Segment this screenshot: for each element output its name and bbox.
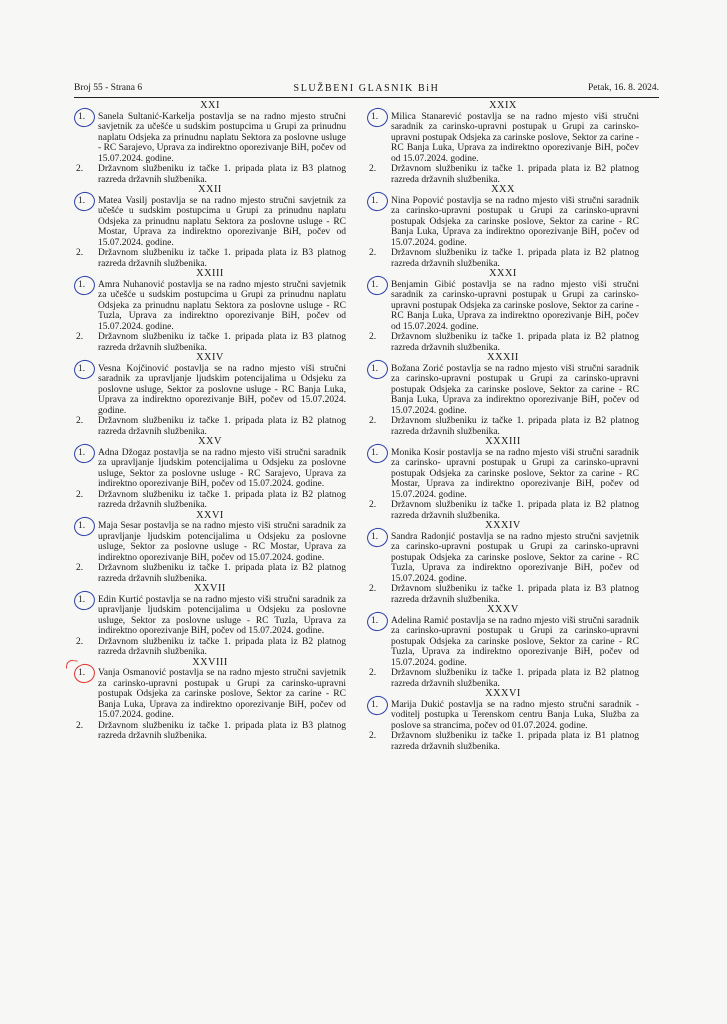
salary-paragraph (367, 500, 639, 521)
appointment-text: Matea Vasilj postavlja se na radno mjesto stručni savjetnik za učešće u sudskim postupcima u Grupi za prinudnu naplatu Odsjeka za prinudnu naplatu Sektora za poslovne usluge - RC Mostar, Uprava za indirektno oporezivanje BiH, počev od 15.07.2024. godine. (98, 195, 346, 248)
salary-paragraph (367, 332, 639, 353)
section-number: XXV (198, 436, 222, 447)
section-number: XXIV (196, 352, 224, 363)
section-number: XXVIII (192, 656, 228, 668)
appointment-text: Milica Stanarević postavlja se na radno mjesto viši stručni saradnik za carinsko-upravni postupak u Grupi za carinsko-upravni postupak Odsjeka za carinske poslove, Sektor za carine - RC Banja Luka, Uprava za indirektno oporezivanje BiH, počev od 15.07.2024. godine. (391, 111, 639, 164)
appointment-text: Nina Popović postavlja se na radno mjesto viši stručni saradnik za carinsko-upravni postupak u Grupi za carinsko-upravni postupak Odsjeka za carinske poslove, Sektor za carine - RC Banja Luka, Uprava za indirektno oporezivanje BiH, počev od 15.07.2024. godine. (391, 195, 639, 248)
paragraph-number (78, 668, 94, 679)
paragraph-number: 2. (76, 489, 84, 500)
paragraph-number: 2. (369, 500, 377, 510)
paragraph-number-text: 1. (371, 363, 379, 374)
appointment-paragraph (74, 448, 346, 490)
paragraph-number-text: 1. (371, 615, 379, 626)
decision-section (367, 689, 639, 752)
section-number: XXXVI (485, 688, 521, 699)
appointment-paragraph (74, 668, 346, 721)
appointment-text: Monika Kosir postavlja se na radno mjesto viši stručni saradnik za carinsko- upravni postupak u Grupi za carinsko-upravni postupak Odsjeka za carinske poslove, Sektor za carine - RC Mostar, Uprava za indirektno oporezivanje BiH, počev od 15.07.2024. godine. (391, 447, 639, 500)
left-column (74, 101, 346, 742)
paragraph-number-text: 1. (78, 521, 86, 531)
paragraph-number-text: 1. (78, 279, 86, 290)
paragraph-number-text: 1. (78, 195, 86, 206)
decision-section (74, 101, 346, 185)
appointment-paragraph (367, 616, 639, 669)
paragraph-number (78, 112, 94, 123)
appointment-paragraph (74, 364, 346, 417)
paragraph-number-text: 1. (78, 594, 86, 605)
appointment-paragraph (367, 280, 639, 333)
appointment-paragraph (74, 280, 346, 333)
paragraph-number: 2. (76, 332, 84, 342)
appointment-text: Sanela Sultanić-Karkelja postavlja se na radno mjesto stručni savjetnik za učešće u sudskim postupcima u Grupi za prinudnu naplatu Odsjeka za prinudnu naplatu Sektora za poslovne usluge - RC Sarajevo, Uprava za indirektno oporezivanje BiH, počev od 15.07.2024. godine. (98, 111, 346, 164)
appointment-text: Adna Džogaz postavlja se na radno mjesto viši stručni saradnik za upravljanje ljudskim potencijalima u Odsjeku za poslovne usluge, Sektor za poslovne usluge - RC Sarajevo, Uprava za indirektno oporezivanje BiH, počev od 15.07.2024. godine. (98, 447, 346, 489)
paragraph-number (78, 364, 94, 375)
appointment-text: Maja Sesar postavlja se na radno mjesto viši stručni saradnik za upravljanje ljudskim potencijalima u Odsjeku za poslovne usluge, Sektor za poslovne usluge - RC Mostar, Uprava za indirektno oporezivanje BiH, počev od 15.07.2024. godine. (98, 521, 346, 563)
salary-text: Državnom službeniku iz tačke 1. pripada plata iz B3 platnog razreda državnih službenika. (391, 584, 639, 605)
salary-text: Državnom službeniku iz tačke 1. pripada plata iz B2 platnog razreda državnih službenika. (391, 668, 639, 689)
salary-paragraph (367, 584, 639, 605)
paragraph-number (371, 112, 387, 123)
paragraph-number: 2. (369, 731, 377, 741)
section-number: XXVII (194, 583, 226, 594)
appointment-text: Adelina Ramić postavlja se na radno mjesto viši stručni saradnik za carinsko-upravni postupak u Grupi za carinsko-upravni postupak Odsjeka za carinske poslove, Sektor za carine - RC Tuzla, Uprava za indirektno oporezivanje BiH, počev od 15.07.2024. godine. (391, 615, 639, 668)
paragraph-number (371, 700, 387, 711)
decision-section (74, 658, 346, 742)
appointment-paragraph (367, 448, 639, 501)
appointment-text: Sandra Radonjić postavlja se na radno mjesto stručni savjetnik za carinsko-upravni postupak u Grupi za carinsko-upravni postupak Odsjeka za carinske poslove, Sektor za carine - RC Tuzla, Uprava za indirektno oporezivanje BiH, počev od 15.07.2024. godine. (391, 531, 639, 584)
paragraph-number: 2. (76, 248, 84, 258)
appointment-paragraph (367, 700, 639, 732)
salary-paragraph (367, 248, 639, 269)
paragraph-number: 2. (76, 416, 84, 426)
salary-paragraph (367, 416, 639, 437)
publication-title: SLUŽBENI GLASNIK BiH (293, 83, 440, 94)
salary-text: Državnom službeniku iz tačke 1. pripada plata iz B2 platnog razreda državnih službenika. (391, 416, 639, 437)
paragraph-number (78, 595, 94, 606)
section-number: XXIII (196, 268, 224, 279)
paragraph-number (78, 521, 94, 532)
salary-paragraph (74, 490, 346, 511)
salary-paragraph (74, 248, 346, 269)
decision-section (74, 511, 346, 585)
paragraph-number (371, 616, 387, 627)
salary-paragraph (74, 637, 346, 658)
section-number: XXXII (487, 352, 519, 363)
paragraph-number: 2. (76, 720, 84, 731)
appointment-text: Božana Zorić postavlja se na radno mjesto viši stručni saradnik za carinsko-upravni postupak u Grupi za carinsko-upravni postupak Odsjeka za carinske poslove, Sektor za carine - RC Banja Luka, Uprava za indirektno oporezivanje BiH, počev od 15.07.2024. godine. (391, 363, 639, 416)
appointment-paragraph (74, 112, 346, 165)
page-header (74, 83, 659, 97)
paragraph-number: 2. (369, 416, 377, 426)
paragraph-number: 2. (369, 668, 377, 678)
salary-text: Državnom službeniku iz tačke 1. pripada plata iz B2 platnog razreda državnih službenika. (98, 416, 346, 437)
decision-section (367, 437, 639, 521)
salary-paragraph (74, 416, 346, 437)
salary-text: Državnom službeniku iz tačke 1. pripada plata iz B2 platnog razreda državnih službenika. (391, 164, 639, 185)
decision-section (367, 269, 639, 353)
salary-text: Državnom službeniku iz tačke 1. pripada plata iz B2 platnog razreda državnih službenika. (391, 248, 639, 269)
salary-text: Državnom službeniku iz tačke 1. pripada plata iz B2 platnog razreda državnih službenika. (391, 500, 639, 521)
publication-date: Petak, 16. 8. 2024. (588, 83, 659, 93)
section-number: XXII (198, 184, 222, 195)
salary-text: Državnom službeniku iz tačke 1. pripada plata iz B2 platnog razreda državnih službenika. (391, 332, 639, 353)
section-number: XXI (200, 100, 220, 111)
paragraph-number-text: 1. (78, 111, 86, 122)
section-number: XXX (491, 184, 515, 195)
decision-section (74, 185, 346, 269)
appointment-text: Marija Dukić postavlja se na radno mjesto stručni saradnik - voditelj postupka u Terenskom centru Banja Luka, Služba za poslove sa strancima, počev od 01.07.2024. godine. (391, 699, 639, 731)
appointment-paragraph (367, 112, 639, 165)
salary-text: Državnom službeniku iz tačke 1. pripada plata iz B2 platnog razreda državnih službenika. (98, 563, 346, 584)
decision-section (367, 521, 639, 605)
appointment-paragraph (367, 364, 639, 417)
salary-paragraph (367, 668, 639, 689)
section-number: XXXIV (485, 520, 521, 531)
paragraph-number: 2. (369, 332, 377, 342)
appointment-text: Edin Kurtić postavlja se na radno mjesto viši stručni saradnik za upravljanje ljudskim potencijalima u Odsjeku za poslovne usluge, Sektor za poslovne usluge - RC Tuzla, Uprava za indirektno oporezivanje BiH, počev od 15.07.2024. godine. (98, 594, 346, 636)
salary-paragraph (74, 721, 346, 742)
paragraph-number: 2. (369, 164, 377, 174)
appointment-paragraph (367, 196, 639, 249)
decision-section (74, 584, 346, 658)
salary-text: Državnom službeniku iz tačke 1. pripada plata iz B3 platnog razreda državnih službenika. (98, 332, 346, 353)
appointment-text: Vesna Kojčinović postavlja se na radno mjesto viši stručni saradnik za upravljanje ljudskim potencijalima u Odsjeku za poslovne usluge, Sektor za poslovne usluge - RC Banja Luka, Uprava za indirektno oporezivanje BiH, počev od 15.07.2024. godine. (98, 363, 346, 416)
paragraph-number-text: 1. (78, 363, 86, 374)
paragraph-number: 2. (76, 164, 84, 174)
paragraph-number (371, 532, 387, 543)
header-divider (74, 97, 659, 98)
paragraph-number (371, 196, 387, 207)
appointment-paragraph (74, 196, 346, 249)
paragraph-number: 2. (76, 563, 84, 573)
salary-text: Državnom službeniku iz tačke 1. pripada plata iz B2 platnog razreda državnih službenika. (98, 489, 346, 510)
salary-paragraph (74, 563, 346, 584)
decision-section (74, 353, 346, 437)
paragraph-number (371, 364, 387, 375)
section-number: XXXI (489, 268, 517, 279)
salary-paragraph (74, 164, 346, 185)
appointment-text: Amra Nuhanović postavlja se na radno mjesto stručni savjetnik za učešće u sudskim postupcima u Grupi za prinudnu naplatu Odsjeka za prinudnu naplatu Sektora za poslovne usluge - RC Tuzla, Uprava za indirektno oporezivanje BiH, počev od 15.07.2024. godine. (98, 279, 346, 332)
paragraph-number-text: 1. (78, 447, 86, 458)
salary-text: Državnom službeniku iz tačke 1. pripada plata iz B1 platnog razreda državnih službenika. (391, 731, 639, 752)
salary-paragraph (74, 332, 346, 353)
paragraph-number (78, 448, 94, 459)
paragraph-number-text: 1. (371, 279, 379, 290)
paragraph-number-text: 1. (371, 447, 379, 458)
appointment-paragraph (74, 521, 346, 563)
section-number: XXVI (196, 509, 224, 521)
paragraph-number-text: 1. (371, 531, 379, 542)
paragraph-number: 2. (76, 636, 84, 647)
paragraph-number (78, 280, 94, 291)
section-number: XXIX (489, 100, 517, 111)
appointment-text: Benjamin Gibić postavlja se na radno mjesto viši stručni saradnik za carinsko-upravni postupak u Grupi za carinsko-upravni postupak Odsjeka za carinske poslove, Sektor za carine - RC Banja Luka, Uprava za indirektno oporezivanje BiH, počev od 15.07.2024. godine. (391, 279, 639, 332)
paragraph-number: 2. (369, 584, 377, 594)
appointment-paragraph (367, 532, 639, 585)
salary-text: Državnom službeniku iz tačke 1. pripada plata iz B3 platnog razreda državnih službenika. (98, 164, 346, 185)
right-column (367, 101, 639, 752)
paragraph-number-text: 1. (371, 699, 379, 710)
paragraph-number (371, 448, 387, 459)
section-number: XXXIII (485, 436, 521, 447)
paragraph-number-text: 1. (371, 195, 379, 206)
decision-section (367, 605, 639, 689)
decision-section (367, 353, 639, 437)
decision-section (367, 101, 639, 185)
decision-section (74, 269, 346, 353)
paragraph-number (78, 196, 94, 207)
issue-page-number: Broj 55 - Strana 6 (74, 83, 143, 93)
paragraph-number (371, 280, 387, 291)
appointment-paragraph (74, 595, 346, 637)
salary-paragraph (367, 164, 639, 185)
salary-text: Državnom službeniku iz tačke 1. pripada plata iz B3 platnog razreda državnih službenika. (98, 720, 346, 741)
section-number: XXXV (487, 604, 519, 615)
decision-section (367, 185, 639, 269)
salary-text: Državnom službeniku iz tačke 1. pripada plata iz B3 platnog razreda državnih službenika. (98, 248, 346, 269)
paragraph-number-text: 1. (371, 111, 379, 122)
salary-text: Državnom službeniku iz tačke 1. pripada plata iz B2 platnog razreda državnih službenika. (98, 636, 346, 657)
paragraph-number: 2. (369, 248, 377, 258)
paragraph-number-text: 1. (78, 668, 86, 678)
decision-section (74, 437, 346, 511)
salary-paragraph (367, 731, 639, 752)
appointment-text: Vanja Osmanović postavlja se na radno mjesto stručni savjetnik za carinsko-upravni postupak u Grupi za carinsko-upravni postupak Odsjeka za carinske poslove, Sektor za carine - RC Banja Luka, Uprava za indirektno oporezivanje BiH, počev od 15.07.2024. godine. (98, 668, 346, 720)
